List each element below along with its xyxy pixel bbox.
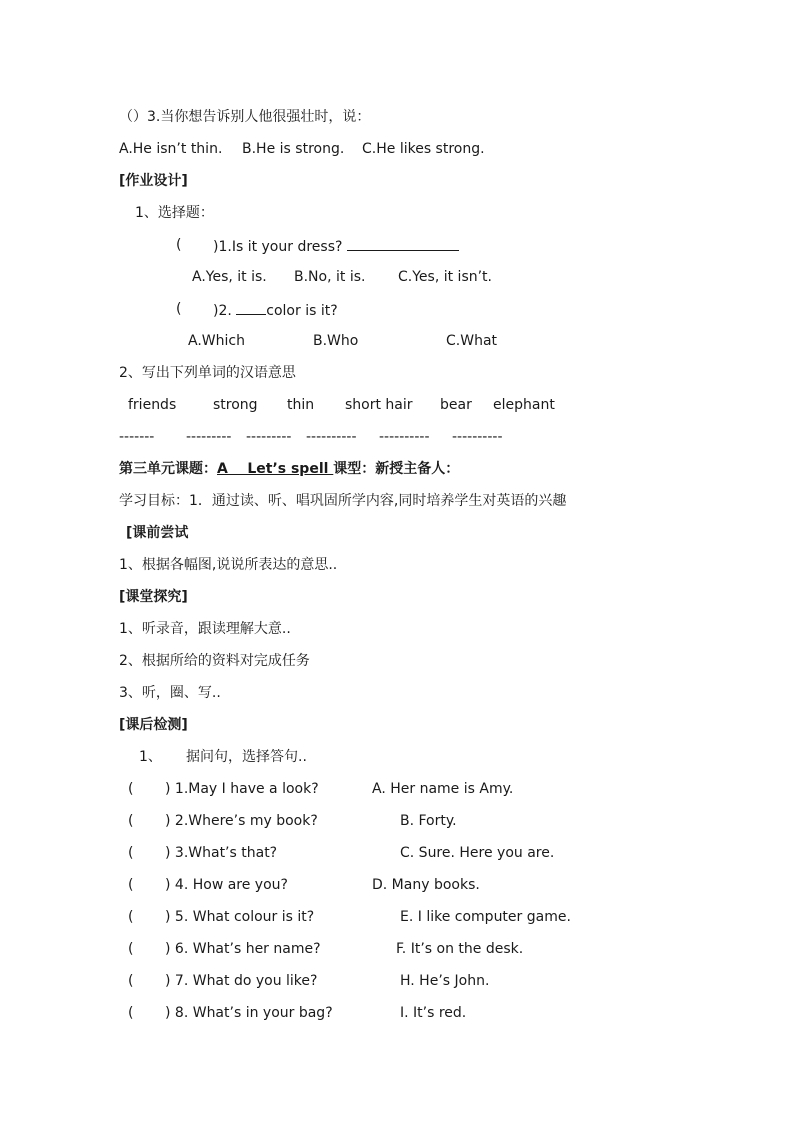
match-question: ) 2.Where’s my book? (165, 813, 318, 829)
match-question: ) 8. What’s in your bag? (165, 1005, 333, 1021)
q3-option-c: C.He likes strong. (362, 141, 485, 157)
explore-item: 1、听录音，跟读理解大意.. (119, 621, 291, 637)
match-answer: H. He’s John. (400, 973, 490, 989)
pre-class-header: [课前尝试 (126, 525, 189, 541)
match-answer: I. It’s red. (400, 1005, 467, 1021)
word-item: friends (128, 397, 177, 413)
homework-part2-title: 2、写出下列单词的汉语意思 (119, 365, 296, 381)
answer-dashes: ------- (119, 429, 155, 445)
answer-dashes: --------- (186, 429, 232, 445)
match-paren[interactable]: ( (128, 845, 134, 861)
hw-item1-question: )1.Is it your dress? (213, 236, 459, 256)
word-item: short hair (345, 397, 413, 413)
question-3: （）3.当你想告诉别人他很强壮时，说： (119, 109, 371, 125)
answer-blank[interactable] (347, 236, 459, 251)
match-question: ) 5. What colour is it? (165, 909, 315, 925)
homework-part1-title: 1、选择题： (135, 205, 214, 221)
hw-item1-option-c: C.Yes, it isn’t. (398, 269, 493, 285)
match-answer: C. Sure. Here you are. (400, 845, 555, 861)
match-paren[interactable]: ( (128, 781, 134, 797)
match-question: ) 7. What do you like? (165, 973, 318, 989)
word-item: thin (287, 397, 315, 413)
hw-item1-option-a: A.Yes, it is. (192, 269, 267, 285)
homework-header: [作业设计] (119, 173, 188, 189)
match-answer: D. Many books. (372, 877, 480, 893)
match-answer: E. I like computer game. (400, 909, 571, 925)
hw-item2-option-a: A.Which (188, 333, 245, 349)
hw-item2-option-b: B.Who (313, 333, 359, 349)
match-paren[interactable]: ( (128, 813, 134, 829)
hw-item1-option-b: B.No, it is. (294, 269, 366, 285)
pre-class-item: 1、根据各幅图,说说所表达的意思.. (119, 557, 338, 573)
explore-item: 3、听，圈、写.. (119, 685, 221, 701)
explore-item: 2、根据所给的资料对完成任务 (119, 653, 310, 669)
match-question: ) 1.May I have a look? (165, 781, 319, 797)
word-item: elephant (493, 397, 555, 413)
match-question: ) 4. How are you? (165, 877, 288, 893)
match-paren[interactable]: ( (128, 877, 134, 893)
match-paren[interactable]: ( (128, 1005, 134, 1021)
unit-title: 第三单元课题：A Let’s spell 课型：新授主备人： (119, 461, 460, 477)
hw-item2-question: )2. color is it? (213, 300, 338, 320)
check-instruction-number: 1、 (139, 749, 162, 765)
check-header: [课后检测] (119, 717, 188, 733)
answer-dashes: --------- (246, 429, 292, 445)
check-instruction: 据问句，选择答句.. (186, 749, 307, 765)
answer-dashes: ---------- (306, 429, 357, 445)
match-question: ) 3.What’s that? (165, 845, 278, 861)
word-item: bear (440, 397, 472, 413)
match-answer: F. It’s on the desk. (396, 941, 524, 957)
match-paren[interactable]: ( (128, 973, 134, 989)
q3-option-b: B.He is strong. (242, 141, 345, 157)
answer-dashes: ---------- (452, 429, 503, 445)
match-answer: B. Forty. (400, 813, 457, 829)
word-item: strong (213, 397, 258, 413)
answer-blank[interactable] (236, 300, 266, 315)
explore-header: [课堂探究] (119, 589, 188, 605)
match-answer: A. Her name is Amy. (372, 781, 514, 797)
match-paren[interactable]: ( (128, 941, 134, 957)
hw-item2-option-c: C.What (446, 333, 498, 349)
hw-item2-paren: ( (176, 301, 182, 317)
match-paren[interactable]: ( (128, 909, 134, 925)
learning-objective: 学习目标：1．通过读、听、唱巩固所学内容,同时培养学生对英语的兴趣 (119, 493, 567, 509)
match-question: ) 6. What’s her name? (165, 941, 321, 957)
answer-dashes: ---------- (379, 429, 430, 445)
q3-option-a: A.He isn’t thin. (119, 141, 223, 157)
hw-item1-paren: ( (176, 237, 182, 253)
